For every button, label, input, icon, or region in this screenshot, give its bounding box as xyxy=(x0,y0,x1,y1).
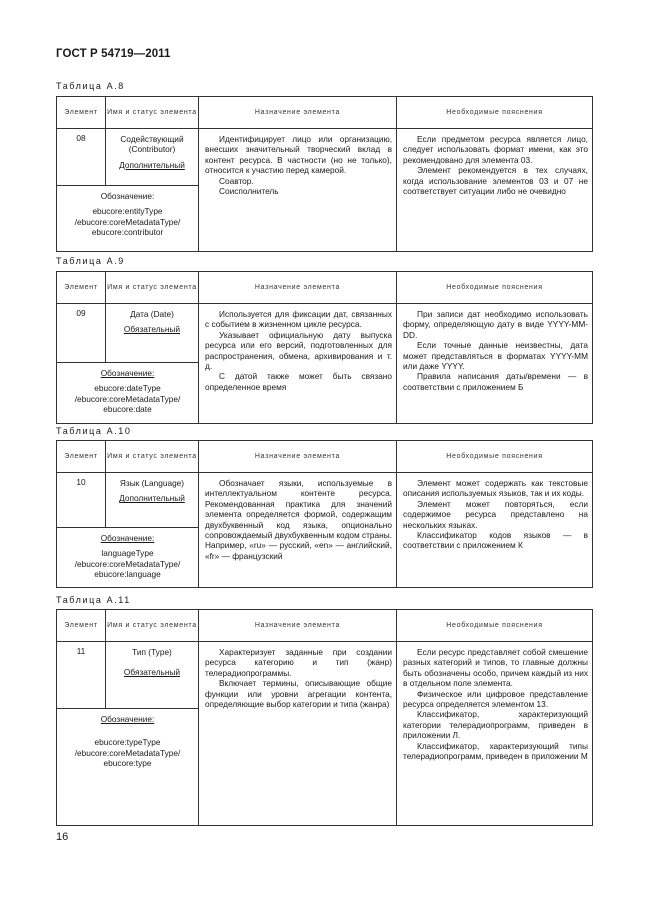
element-name: Содействующий (Contributor) xyxy=(120,134,184,155)
element-notes xyxy=(397,304,593,424)
table-caption: Таблица А.8 xyxy=(56,81,125,91)
element-purpose xyxy=(199,642,397,826)
element-name: Тип (Type) xyxy=(132,647,172,657)
notes-paragraph: Физическое или цифровое представление ресурса определяется элементом 13. xyxy=(403,688,588,710)
purpose-paragraph: Указывает официальную дату выпуска ресурса или его версий, подготовленных для распространения, обмена, архивирования и т. д. xyxy=(205,329,392,372)
designation-label: Обозначение: xyxy=(100,714,155,724)
table-caption: Таблица А.9 xyxy=(56,256,125,266)
designation-label: Обозначение: xyxy=(100,191,155,201)
col-header-name-status: Имя и статус элемента xyxy=(106,97,199,129)
element-designation xyxy=(57,709,199,826)
element-purpose xyxy=(199,129,397,252)
element-number: 11 xyxy=(57,642,106,709)
notes-paragraph: Классификатор, характеризующий категории телерадиопрограмм, приведен в приложении Л. xyxy=(403,709,588,741)
element-status: Дополнительный xyxy=(119,493,185,504)
notes-paragraph: Элемент рекомендуется в тех случаях, когда использование элементов 03 и 07 не соответствует ситуации либо не очевидно xyxy=(403,165,588,197)
designation-value: languageType /ebucore:coreMetadataType/ ebucore:language xyxy=(74,548,181,580)
element-status: Дополнительный xyxy=(119,159,185,170)
element-notes xyxy=(397,473,593,588)
purpose-paragraph: Идентифицирует лицо или организацию, внесших значительный творческий вклад в контент ресурса. В частности (но не только), относится к участию перед камерой. xyxy=(205,134,392,176)
purpose-paragraph: Включает термины, описывающие общие функции или уровни агрегации контента, определяющие выбор категории и типа (жанра) xyxy=(205,678,392,710)
notes-paragraph: Правила написания даты/времени — в соответствии с приложением Б xyxy=(403,371,588,392)
element-designation xyxy=(57,186,199,252)
element-number: 09 xyxy=(57,304,106,363)
notes-paragraph: Если точные данные неизвестны, дата может представляться в форматах YYYY-MM или даже YYYY. xyxy=(403,340,588,372)
purpose-paragraph: Характеризует заданные при создании ресурса категорию и тип (жанр) телерадиопрограммы. xyxy=(205,647,392,678)
notes-paragraph: При записи дат необходимо использовать форму, определяющую дату в виде YYYY-MM-DD. xyxy=(403,309,588,340)
col-header-notes: Необходимые пояснения xyxy=(397,610,593,642)
col-header-element: Элемент xyxy=(57,272,106,304)
designation-value: ebucore:dateType /ebucore:coreMetadataType/ ebucore:date xyxy=(74,383,181,415)
purpose-paragraph: Соавтор. xyxy=(219,175,254,186)
col-header-element: Элемент xyxy=(57,97,106,129)
col-header-element: Элемент xyxy=(57,610,106,642)
designation-value: ebucore:entityType /ebucore:coreMetadataType/ ebucore:contributor xyxy=(74,206,181,238)
page-number: 16 xyxy=(56,831,69,843)
document-header: ГОСТ Р 54719—2011 xyxy=(56,48,171,60)
col-header-notes: Необходимые пояснения xyxy=(397,97,593,129)
element-number: 08 xyxy=(57,129,106,186)
notes-paragraph: Элемент может содержать как текстовые описания используемых языков, так и их коды. xyxy=(403,478,588,499)
col-header-name-status: Имя и статус элемента xyxy=(106,610,199,642)
element-name: Дата (Date) xyxy=(130,309,174,319)
designation-label: Обозначение: xyxy=(100,533,155,543)
table-a9 xyxy=(56,271,593,424)
element-name-status xyxy=(106,129,199,186)
element-name-status xyxy=(106,473,199,528)
element-name-status xyxy=(106,642,199,709)
col-header-element: Элемент xyxy=(57,441,106,473)
notes-paragraph: Классификатор, характеризующий типы телерадиопрограмм, приведен в приложении М xyxy=(403,740,588,762)
table-caption: Таблица А.10 xyxy=(56,426,132,436)
element-name-status xyxy=(106,304,199,363)
table-caption: Таблица А.11 xyxy=(56,595,131,605)
col-header-purpose: Назначение элемента xyxy=(199,610,397,642)
table-a10 xyxy=(56,440,593,588)
designation-label: Обозначение: xyxy=(100,368,155,378)
element-designation xyxy=(57,363,199,424)
element-name: Язык (Language) xyxy=(119,478,185,488)
col-header-name-status: Имя и статус элемента xyxy=(106,272,199,304)
notes-paragraph: Элемент может повторяться, если содержимое ресурса представлено на нескольких языках. xyxy=(403,498,588,530)
table-a8 xyxy=(56,96,593,252)
col-header-name-status: Имя и статус элемента xyxy=(106,441,199,473)
notes-paragraph: Классификатор кодов языков — в соответствии с приложением К xyxy=(403,530,588,551)
notes-paragraph: Если ресурс представляет собой смешение разных категорий и типов, то главные должны быть обозначены особо, причем каждый из них в отдельном поле элемента. xyxy=(403,647,588,689)
element-notes xyxy=(397,129,593,252)
element-purpose xyxy=(199,473,397,588)
element-purpose xyxy=(199,304,397,424)
element-designation xyxy=(57,528,199,588)
col-header-notes: Необходимые пояснения xyxy=(397,272,593,304)
purpose-paragraph: Используется для фиксации дат, связанных с событием в жизненном цикле ресурса. xyxy=(205,309,392,330)
designation-value: ebucore:typeType /ebucore:coreMetadataType/ ebucore:type xyxy=(74,737,181,769)
element-notes xyxy=(397,642,593,826)
element-number: 10 xyxy=(57,473,106,528)
purpose-paragraph: Обозначает языки, используемые в интеллектуальном контенте ресурса. Рекомендованная практика для значений элемента определяется формой, содержащим двухбуквенный код языка, опционально сопровождаемый двухбуквенным кодом страны. Например, «ru» — русский, «en» — английский, «fr» — французский xyxy=(205,478,392,561)
element-status: Обязательный xyxy=(123,324,181,335)
purpose-paragraph: Соисполнитель xyxy=(219,186,279,197)
col-header-purpose: Назначение элемента xyxy=(199,97,397,129)
col-header-notes: Необходимые пояснения xyxy=(397,441,593,473)
col-header-purpose: Назначение элемента xyxy=(199,441,397,473)
purpose-paragraph: С датой также может быть связано определенное время xyxy=(205,371,392,392)
element-status: Обязательный xyxy=(123,667,181,678)
notes-paragraph: Если предметом ресурса является лицо, следует использовать формат имени, как это рекомендовано для элемента 03. xyxy=(403,134,588,165)
col-header-purpose: Назначение элемента xyxy=(199,272,397,304)
table-a11 xyxy=(56,609,593,826)
